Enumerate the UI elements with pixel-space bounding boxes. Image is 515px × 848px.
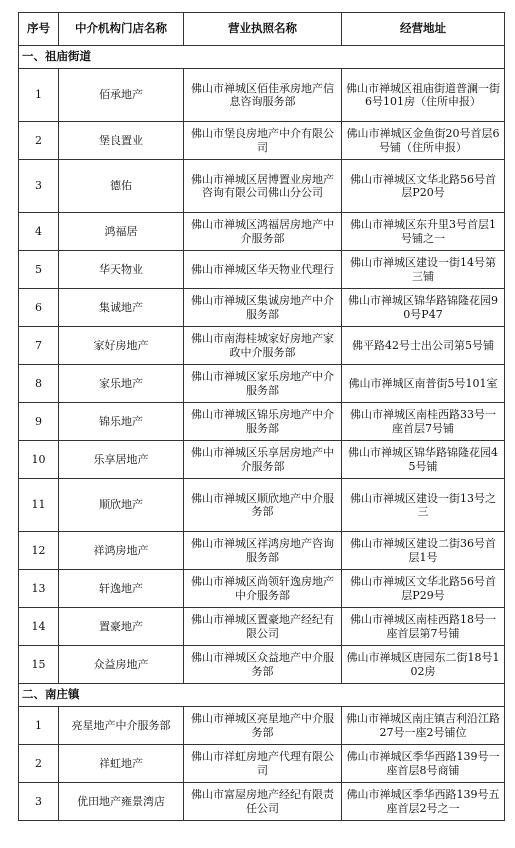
license-name: 佛山市禅城区众益地产中介服务部 <box>184 646 342 684</box>
header-license: 营业执照名称 <box>184 13 342 46</box>
license-name: 佛山市堡良房地产中介有限公司 <box>184 122 342 160</box>
table-row <box>19 783 505 821</box>
agency-store-name: 轩逸地产 <box>59 570 184 608</box>
agency-store-name: 集诚地产 <box>59 289 184 327</box>
row-number: 1 <box>19 707 59 745</box>
table-row <box>19 160 505 213</box>
row-number: 14 <box>19 608 59 646</box>
agency-store-name: 置豪地产 <box>59 608 184 646</box>
agency-store-name: 优田地产雍景湾店 <box>59 783 184 821</box>
section-title: 一、祖庙街道 <box>19 46 505 69</box>
agency-list-document <box>18 12 504 821</box>
table-row <box>19 608 505 646</box>
license-name: 佛山市禅城区佰佳承房地产信息咨询服务部 <box>184 69 342 122</box>
row-number: 1 <box>19 69 59 122</box>
business-address: 佛山市禅城区唐园东二街18号102房 <box>342 646 505 684</box>
row-number: 4 <box>19 213 59 251</box>
business-address: 佛山市禅城区季华西路139号五座首层2号之一 <box>342 783 505 821</box>
business-address: 佛山市禅城区文华北路56号首层P29号 <box>342 570 505 608</box>
row-number: 11 <box>19 479 59 532</box>
agency-store-name: 祥鸿房地产 <box>59 532 184 570</box>
section-title: 二、南庄镇 <box>19 684 505 707</box>
agency-table <box>18 12 505 821</box>
table-row <box>19 289 505 327</box>
table-row <box>19 69 505 122</box>
agency-store-name: 家好房地产 <box>59 327 184 365</box>
agency-store-name: 亮星地产中介服务部 <box>59 707 184 745</box>
license-name: 佛山市禅城区集诚房地产中介服务部 <box>184 289 342 327</box>
license-name: 佛山市禅城区鸿福居房地产中介服务部 <box>184 213 342 251</box>
header-address: 经营地址 <box>342 13 505 46</box>
table-body <box>19 46 505 821</box>
table-row <box>19 251 505 289</box>
business-address: 佛山市禅城区南庄镇吉利沿江路27号一座2号铺位 <box>342 707 505 745</box>
table-row <box>19 365 505 403</box>
business-address: 佛山市禅城区建设二街36号首层1号 <box>342 532 505 570</box>
table-row <box>19 213 505 251</box>
business-address: 佛山市禅城区东升里3号首层1号铺之一 <box>342 213 505 251</box>
row-number: 3 <box>19 783 59 821</box>
business-address: 佛山市禅城区建设一街13号之三 <box>342 479 505 532</box>
business-address: 佛山市禅城区锦华路锦隆花园90号P47 <box>342 289 505 327</box>
business-address: 佛山市禅城区南桂西路18号一座首层第7号铺 <box>342 608 505 646</box>
agency-store-name: 鸿福居 <box>59 213 184 251</box>
agency-store-name: 众益房地产 <box>59 646 184 684</box>
row-number: 9 <box>19 403 59 441</box>
agency-store-name: 祥虹地产 <box>59 745 184 783</box>
row-number: 13 <box>19 570 59 608</box>
row-number: 10 <box>19 441 59 479</box>
license-name: 佛山市禅城区置豪地产经纪有限公司 <box>184 608 342 646</box>
table-row <box>19 479 505 532</box>
license-name: 佛山市禅城区居博置业房地产咨询有限公司佛山分公司 <box>184 160 342 213</box>
agency-store-name: 佰承地产 <box>59 69 184 122</box>
header-name: 中介机构门店名称 <box>59 13 184 46</box>
license-name: 佛山市南海桂城家好房地产家政中介服务部 <box>184 327 342 365</box>
table-row <box>19 122 505 160</box>
table-row <box>19 441 505 479</box>
row-number: 2 <box>19 745 59 783</box>
agency-store-name: 锦乐地产 <box>59 403 184 441</box>
license-name: 佛山市富屋房地产经纪有限责任公司 <box>184 783 342 821</box>
table-row <box>19 646 505 684</box>
business-address: 佛山市禅城区锦华路锦隆花园45号铺 <box>342 441 505 479</box>
table-row <box>19 707 505 745</box>
business-address: 佛山市禅城区南桂西路33号一座首层7号铺 <box>342 403 505 441</box>
row-number: 6 <box>19 289 59 327</box>
license-name: 佛山市禅城区顺欣地产中介服务部 <box>184 479 342 532</box>
table-row <box>19 532 505 570</box>
table-row <box>19 745 505 783</box>
table-row <box>19 403 505 441</box>
header-no: 序号 <box>19 13 59 46</box>
agency-store-name: 堡良置业 <box>59 122 184 160</box>
row-number: 7 <box>19 327 59 365</box>
agency-store-name: 华天物业 <box>59 251 184 289</box>
row-number: 15 <box>19 646 59 684</box>
header-row <box>19 13 505 46</box>
agency-store-name: 乐享居地产 <box>59 441 184 479</box>
business-address: 佛山市禅城区建设一街14号第三铺 <box>342 251 505 289</box>
business-address: 佛山市禅城区季华西路139号一座首层8号商铺 <box>342 745 505 783</box>
row-number: 5 <box>19 251 59 289</box>
agency-store-name: 家乐地产 <box>59 365 184 403</box>
license-name: 佛山市禅城区尚领轩逸房地产中介服务部 <box>184 570 342 608</box>
row-number: 3 <box>19 160 59 213</box>
business-address: 佛山市禅城区文华北路56号首层P20号 <box>342 160 505 213</box>
license-name: 佛山市祥虹房地产代理有限公司 <box>184 745 342 783</box>
row-number: 12 <box>19 532 59 570</box>
business-address: 佛平路42号士出公司第5号铺 <box>342 327 505 365</box>
license-name: 佛山市禅城区亮星地产中介服务部 <box>184 707 342 745</box>
license-name: 佛山市禅城区祥鸿房地产咨询服务部 <box>184 532 342 570</box>
license-name: 佛山市禅城区家乐房地产中介服务部 <box>184 365 342 403</box>
section-header-row <box>19 46 505 69</box>
business-address: 佛山市禅城区南普街5号101室 <box>342 365 505 403</box>
section-header-row <box>19 684 505 707</box>
business-address: 佛山市禅城区祖庙街道普澜一街6号101房（住所申报） <box>342 69 505 122</box>
license-name: 佛山市禅城区锦乐房地产中介服务部 <box>184 403 342 441</box>
license-name: 佛山市禅城区乐享居房地产中介服务部 <box>184 441 342 479</box>
row-number: 2 <box>19 122 59 160</box>
table-row <box>19 570 505 608</box>
agency-store-name: 顺欣地产 <box>59 479 184 532</box>
agency-store-name: 德佑 <box>59 160 184 213</box>
table-row <box>19 327 505 365</box>
business-address: 佛山市禅城区金鱼街20号首层6号铺（住所申报） <box>342 122 505 160</box>
license-name: 佛山市禅城区华天物业代理行 <box>184 251 342 289</box>
row-number: 8 <box>19 365 59 403</box>
